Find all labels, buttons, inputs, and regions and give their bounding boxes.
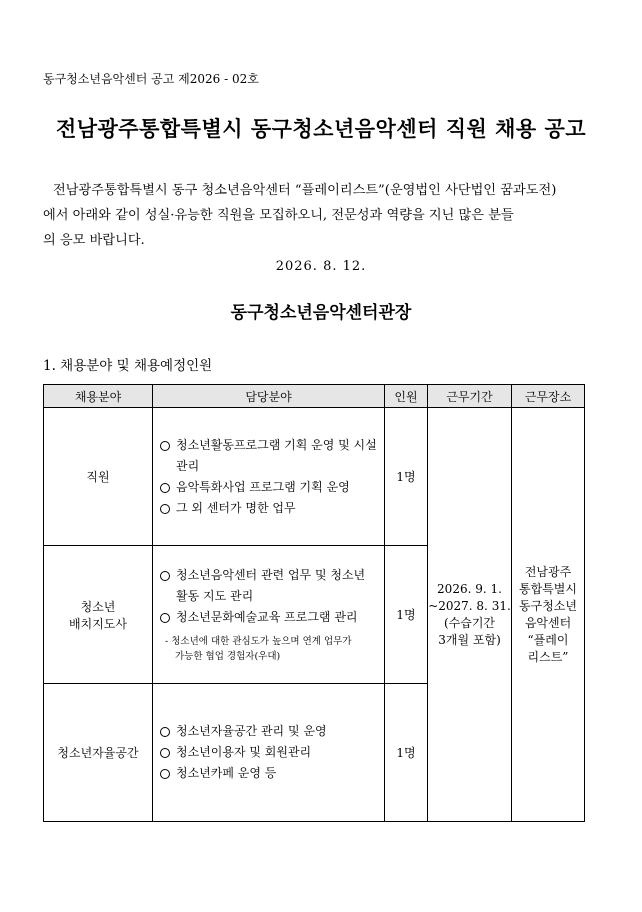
duty-cell <box>153 408 385 546</box>
column-header: 근무장소 <box>512 385 585 408</box>
duty-item: 청소년문화예술교육 프로그램 관리 <box>159 607 380 628</box>
column-header: 담당분야 <box>153 385 385 408</box>
period-line: 2026. 9. 1. <box>437 581 502 596</box>
headcount-cell: 1명 <box>385 684 428 822</box>
period-line: (수습기간 <box>443 615 496 630</box>
place-line: “플레이 <box>527 632 569 647</box>
work-place-cell <box>512 408 585 822</box>
intro-line: 의 응모 바랍니다. <box>43 233 145 248</box>
notice-date: 2026. 8. 12. <box>275 259 367 274</box>
duty-item: 청소년이용자 및 회원관리 <box>159 742 380 763</box>
work-period-cell <box>428 408 512 822</box>
table-row <box>44 408 585 546</box>
notice-number: 동구청소년음악센터 공고 제2026 - 02호 <box>43 72 259 86</box>
period-line: 3개월 포함) <box>438 632 501 647</box>
column-header: 인원 <box>385 385 428 408</box>
period-line: ~2027. 8. 31. <box>428 598 511 613</box>
duty-item: 청소년음악센터 관련 업무 및 청소년 활동 지도 관리 <box>159 565 380 607</box>
field-cell: 직원 <box>44 408 153 546</box>
duty-cell <box>153 684 385 822</box>
place-line: 음악센터 <box>524 615 572 630</box>
place-line: 동구청소년 <box>519 598 577 613</box>
column-header: 채용분야 <box>44 385 153 408</box>
duty-item: 청소년자율공간 관리 및 운영 <box>159 721 380 742</box>
headcount-cell: 1명 <box>385 546 428 684</box>
duty-cell <box>153 546 385 684</box>
recruitment-table <box>43 384 585 822</box>
intro-paragraph <box>43 178 603 253</box>
note-line: 가능한 협업 경험자(우대) <box>175 651 281 662</box>
field-cell: 청소년자율공간 <box>44 684 153 822</box>
duty-item: 음악특화사업 프로그램 기획 운영 <box>159 477 380 498</box>
note-line: - 청소년에 대한 관심도가 높으며 연계 업무가 <box>165 636 352 647</box>
field-line: 배치지도사 <box>69 616 127 631</box>
section-heading: 1. 채용분야 및 채용예정인원 <box>43 358 213 374</box>
place-line: 리스트” <box>527 649 569 664</box>
column-header: 근무기간 <box>428 385 512 408</box>
duty-item: 청소년활동프로그램 기획 운영 및 시설 관리 <box>159 435 380 477</box>
headcount-cell: 1명 <box>385 408 428 546</box>
page-title: 전남광주통합특별시 동구청소년음악센터 직원 채용 공고 <box>55 117 587 141</box>
place-line: 통합특별시 <box>519 581 577 596</box>
duty-note <box>159 634 380 664</box>
place-line: 전남광주 <box>524 564 572 579</box>
field-line: 청소년 <box>80 599 116 614</box>
signer: 동구청소년음악센터관장 <box>230 303 412 323</box>
duty-item: 그 외 센터가 명한 업무 <box>159 498 380 519</box>
intro-line: 전남광주통합특별시 동구 청소년음악센터 “플레이리스트”(운영법인 사단법인 꿈과도전) <box>53 183 557 198</box>
intro-line: 에서 아래와 같이 성실·유능한 직원을 모집하오니, 전문성과 역량을 지닌 많은 분들 <box>43 208 514 223</box>
duty-item: 청소년카페 운영 등 <box>159 763 380 784</box>
field-cell <box>44 546 153 684</box>
table-header-row <box>44 385 585 408</box>
